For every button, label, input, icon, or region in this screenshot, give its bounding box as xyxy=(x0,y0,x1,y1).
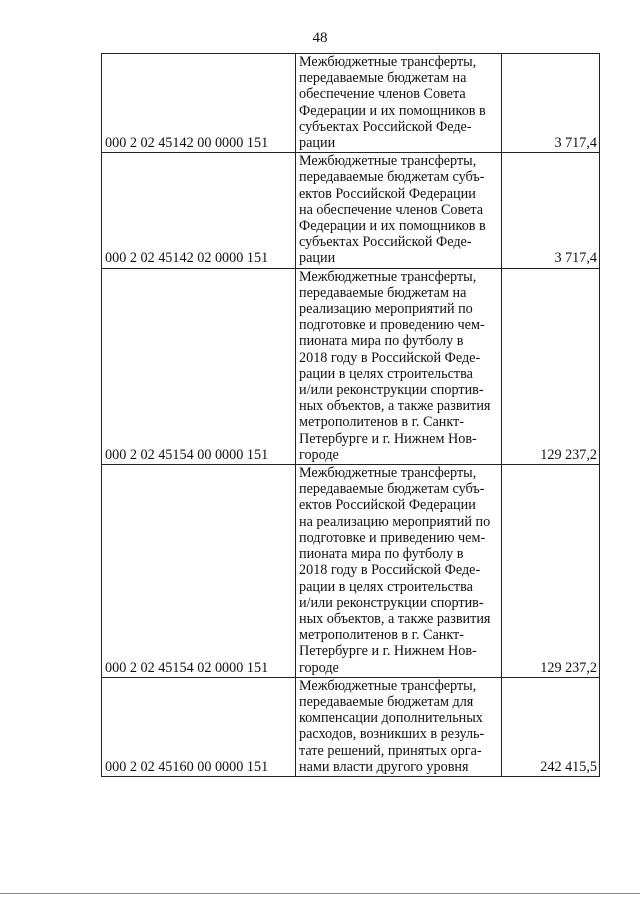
description-line: ектов Российской Федерации xyxy=(299,185,476,202)
description-line: пионата мира по футболу в xyxy=(299,546,464,563)
description-line: и/или реконструкции спортив- xyxy=(299,594,484,611)
description-cell xyxy=(296,268,502,464)
description-line: нами власти другого уровня xyxy=(299,758,469,775)
amount-cell: 3 717,4 xyxy=(502,54,600,153)
description-line: передаваемые бюджетам для xyxy=(299,693,474,710)
description-line: компенсации дополнительных xyxy=(299,710,483,727)
description-line: субъектах Российской Феде- xyxy=(299,118,472,135)
table-row xyxy=(102,677,600,776)
description-line: городе xyxy=(299,659,339,676)
description-line: передаваемые бюджетам на xyxy=(299,284,467,301)
page-number: 48 xyxy=(312,30,328,46)
budget-code-cell: 000 2 02 45142 02 0000 151 xyxy=(102,153,296,268)
description-line: городе xyxy=(299,446,339,463)
description-line: Петербурге и г. Нижнем Нов- xyxy=(299,643,477,660)
table-row xyxy=(102,465,600,678)
description-line: обеспечение членов Совета xyxy=(299,86,466,103)
description-line: пионата мира по футболу в xyxy=(299,333,464,350)
description-line: подготовке и проведению чем- xyxy=(299,317,485,334)
table-row xyxy=(102,268,600,464)
description-line: Межбюджетные трансферты, xyxy=(299,268,477,285)
description-cell xyxy=(296,54,502,153)
description-line: расходов, возникших в резуль- xyxy=(299,726,485,743)
budget-code-cell: 000 2 02 45160 00 0000 151 xyxy=(102,677,296,776)
amount-cell: 129 237,2 xyxy=(502,465,600,678)
table-row xyxy=(102,153,600,268)
description-line: подготовке и приведению чем- xyxy=(299,529,486,546)
description-line: ектов Российской Федерации xyxy=(299,497,476,514)
description-line: Межбюджетные трансферты, xyxy=(299,153,477,170)
description-line: и/или реконструкции спортив- xyxy=(299,382,484,399)
description-line: метрополитенов в г. Санкт- xyxy=(299,414,464,431)
description-line: рации в целях строительства xyxy=(299,365,473,382)
description-cell xyxy=(296,677,502,776)
description-line: ных объектов, а также развития xyxy=(299,398,491,415)
description-line: Петербурге и г. Нижнем Нов- xyxy=(299,430,477,447)
description-line: тате решений, принятых орга- xyxy=(299,742,482,759)
budget-code-cell: 000 2 02 45142 00 0000 151 xyxy=(102,54,296,153)
page-edge-divider xyxy=(0,893,640,894)
description-line: рации в целях строительства xyxy=(299,578,473,595)
budget-code-cell: 000 2 02 45154 02 0000 151 xyxy=(102,465,296,678)
description-line: на реализацию мероприятий по xyxy=(299,513,491,530)
amount-cell: 242 415,5 xyxy=(502,677,600,776)
description-line: рации xyxy=(299,250,336,267)
description-line: передаваемые бюджетам субъ- xyxy=(299,169,485,186)
amount-cell: 129 237,2 xyxy=(502,268,600,464)
description-line: реализацию мероприятий по xyxy=(299,301,473,318)
budget-code-cell: 000 2 02 45154 00 0000 151 xyxy=(102,268,296,464)
description-line: субъектах Российской Феде- xyxy=(299,234,472,251)
budget-table xyxy=(101,53,600,777)
description-line: Федерации и их помощников в xyxy=(299,102,486,119)
description-line: ных объектов, а также развития xyxy=(299,610,491,627)
table-row xyxy=(102,54,600,153)
description-line: Межбюджетные трансферты, xyxy=(299,54,477,70)
description-line: 2018 году в Российской Феде- xyxy=(299,562,481,579)
description-line: передаваемые бюджетам на xyxy=(299,70,467,87)
description-line: передаваемые бюджетам субъ- xyxy=(299,481,485,498)
description-line: Межбюджетные трансферты, xyxy=(299,677,477,694)
description-line: метрополитенов в г. Санкт- xyxy=(299,627,464,644)
description-cell xyxy=(296,465,502,678)
description-line: на обеспечение членов Совета xyxy=(299,201,484,218)
description-line: 2018 году в Российской Феде- xyxy=(299,349,481,366)
description-line: рации xyxy=(299,135,336,152)
description-line: Межбюджетные трансферты, xyxy=(299,465,477,482)
amount-cell: 3 717,4 xyxy=(502,153,600,268)
description-cell xyxy=(296,153,502,268)
description-line: Федерации и их помощников в xyxy=(299,218,486,235)
